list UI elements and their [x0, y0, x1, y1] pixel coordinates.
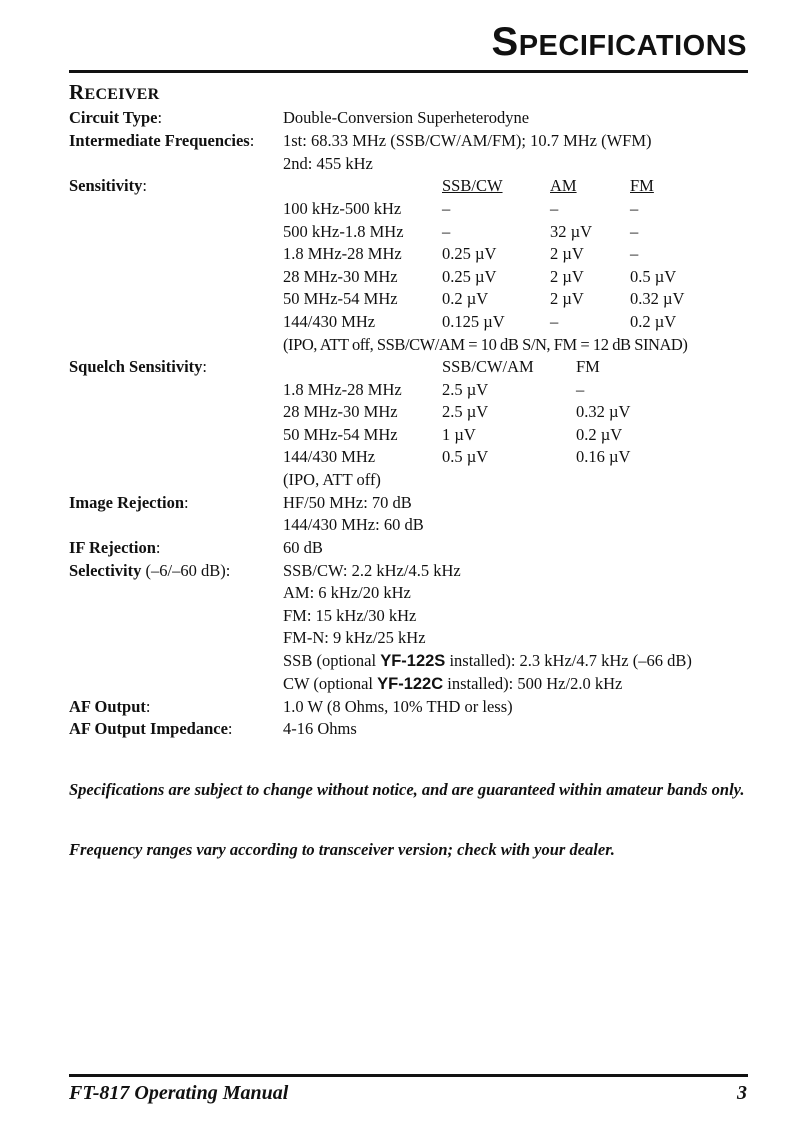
footer-rule: [69, 1074, 748, 1077]
image-rejection-hf: HF/50 MHz: 70 dB: [283, 493, 412, 512]
circuit-type-value: Double-Conversion Superheterodyne: [283, 108, 530, 127]
sq-band: 144/430 MHz: [283, 447, 376, 466]
note-frequency-ranges: Frequency ranges vary according to transceiver version; check with your dealer.: [69, 840, 615, 859]
squelch-note: (IPO, ATT off): [283, 470, 381, 489]
sens-fm: 0.32 µV: [630, 289, 685, 308]
section-heading-receiver: RECEIVER: [69, 80, 160, 104]
image-rejection-vhf: 144/430 MHz: 60 dB: [283, 515, 424, 534]
selectivity-fmn: FM-N: 9 kHz/25 kHz: [283, 628, 426, 647]
sq-ssb: 0.5 µV: [442, 447, 489, 466]
sens-band: 1.8 MHz-28 MHz: [283, 244, 402, 263]
sens-am: 2 µV: [550, 244, 584, 263]
sensitivity-header-ssb: SSB/CW: [442, 176, 503, 195]
selectivity-fm: FM: 15 kHz/30 kHz: [283, 606, 417, 625]
sens-am: 32 µV: [550, 222, 593, 241]
sens-am: –: [550, 199, 559, 218]
sens-am: 2 µV: [550, 289, 584, 308]
sq-fm: 0.2 µV: [576, 425, 623, 444]
sens-ssb: 0.25 µV: [442, 244, 497, 263]
sensitivity-header-fm: FM: [630, 176, 654, 195]
sens-fm: 0.2 µV: [630, 312, 677, 331]
sq-ssb: 2.5 µV: [442, 402, 489, 421]
selectivity-label: Selectivity (–6/–60 dB):: [69, 561, 231, 580]
sens-band: 28 MHz-30 MHz: [283, 267, 398, 286]
if-label: Intermediate Frequencies:: [69, 131, 255, 150]
footer-manual-title: FT-817 Operating Manual: [69, 1082, 289, 1104]
page-number: 3: [737, 1082, 747, 1104]
sens-band: 100 kHz-500 kHz: [283, 199, 402, 218]
model-yf122s: YF-122S: [380, 652, 446, 670]
sq-band: 1.8 MHz-28 MHz: [283, 380, 402, 399]
selectivity-cw-optional: CW (optional YF-122C installed): 500 Hz/2.0 kHz: [283, 674, 623, 693]
sq-band: 28 MHz-30 MHz: [283, 402, 398, 421]
page-title: SPECIFICATIONS: [491, 20, 747, 64]
sq-fm: 0.16 µV: [576, 447, 631, 466]
af-output-value: 1.0 W (8 Ohms, 10% THD or less): [283, 697, 513, 716]
sens-ssb: 0.25 µV: [442, 267, 497, 286]
sq-band: 50 MHz-54 MHz: [283, 425, 398, 444]
selectivity-ssbcw: SSB/CW: 2.2 kHz/4.5 kHz: [283, 561, 461, 580]
header-rule: [69, 70, 748, 73]
if-rejection-value: 60 dB: [283, 538, 323, 557]
if-value-1st: 1st: 68.33 MHz (SSB/CW/AM/FM); 10.7 MHz (WFM): [283, 131, 652, 150]
sens-ssb: 0.125 µV: [442, 312, 505, 331]
sens-band: 50 MHz-54 MHz: [283, 289, 398, 308]
circuit-type-label: Circuit Type:: [69, 108, 163, 127]
sens-ssb: –: [442, 199, 451, 218]
model-yf122c: YF-122C: [377, 675, 444, 693]
squelch-header-fm: FM: [576, 357, 600, 376]
sens-fm: –: [630, 199, 639, 218]
sens-fm: 0.5 µV: [630, 267, 677, 286]
squelch-label: Squelch Sensitivity:: [69, 357, 207, 376]
sensitivity-header-am: AM: [550, 176, 577, 195]
sq-fm: 0.32 µV: [576, 402, 631, 421]
sens-fm: –: [630, 222, 639, 241]
selectivity-ssb-optional: SSB (optional YF-122S installed): 2.3 kHz/4.7 kHz (–66 dB): [283, 651, 692, 670]
af-impedance-value: 4-16 Ohms: [283, 719, 357, 738]
sens-band: 144/430 MHz: [283, 312, 376, 331]
sens-am: –: [550, 312, 559, 331]
sens-am: 2 µV: [550, 267, 584, 286]
sq-ssb: 2.5 µV: [442, 380, 489, 399]
note-specifications: Specifications are subject to change without notice, and are guaranteed within amateur bands only.: [69, 780, 745, 799]
if-value-2nd: 2nd: 455 kHz: [283, 154, 373, 173]
selectivity-am: AM: 6 kHz/20 kHz: [283, 583, 411, 602]
sens-band: 500 kHz-1.8 MHz: [283, 222, 404, 241]
squelch-header-ssb: SSB/CW/AM: [442, 357, 534, 376]
sens-ssb: –: [442, 222, 451, 241]
sq-ssb: 1 µV: [442, 425, 476, 444]
sq-fm: –: [576, 380, 585, 399]
if-rejection-label: IF Rejection:: [69, 538, 161, 557]
sensitivity-label: Sensitivity:: [69, 176, 147, 195]
sens-fm: –: [630, 244, 639, 263]
image-rejection-label: Image Rejection:: [69, 493, 189, 512]
af-output-label: AF Output:: [69, 697, 151, 716]
sensitivity-note: (IPO, ATT off, SSB/CW/AM = 10 dB S/N, FM = 12 dB SINAD): [283, 335, 688, 354]
af-impedance-label: AF Output Impedance:: [69, 719, 233, 738]
sens-ssb: 0.2 µV: [442, 289, 489, 308]
